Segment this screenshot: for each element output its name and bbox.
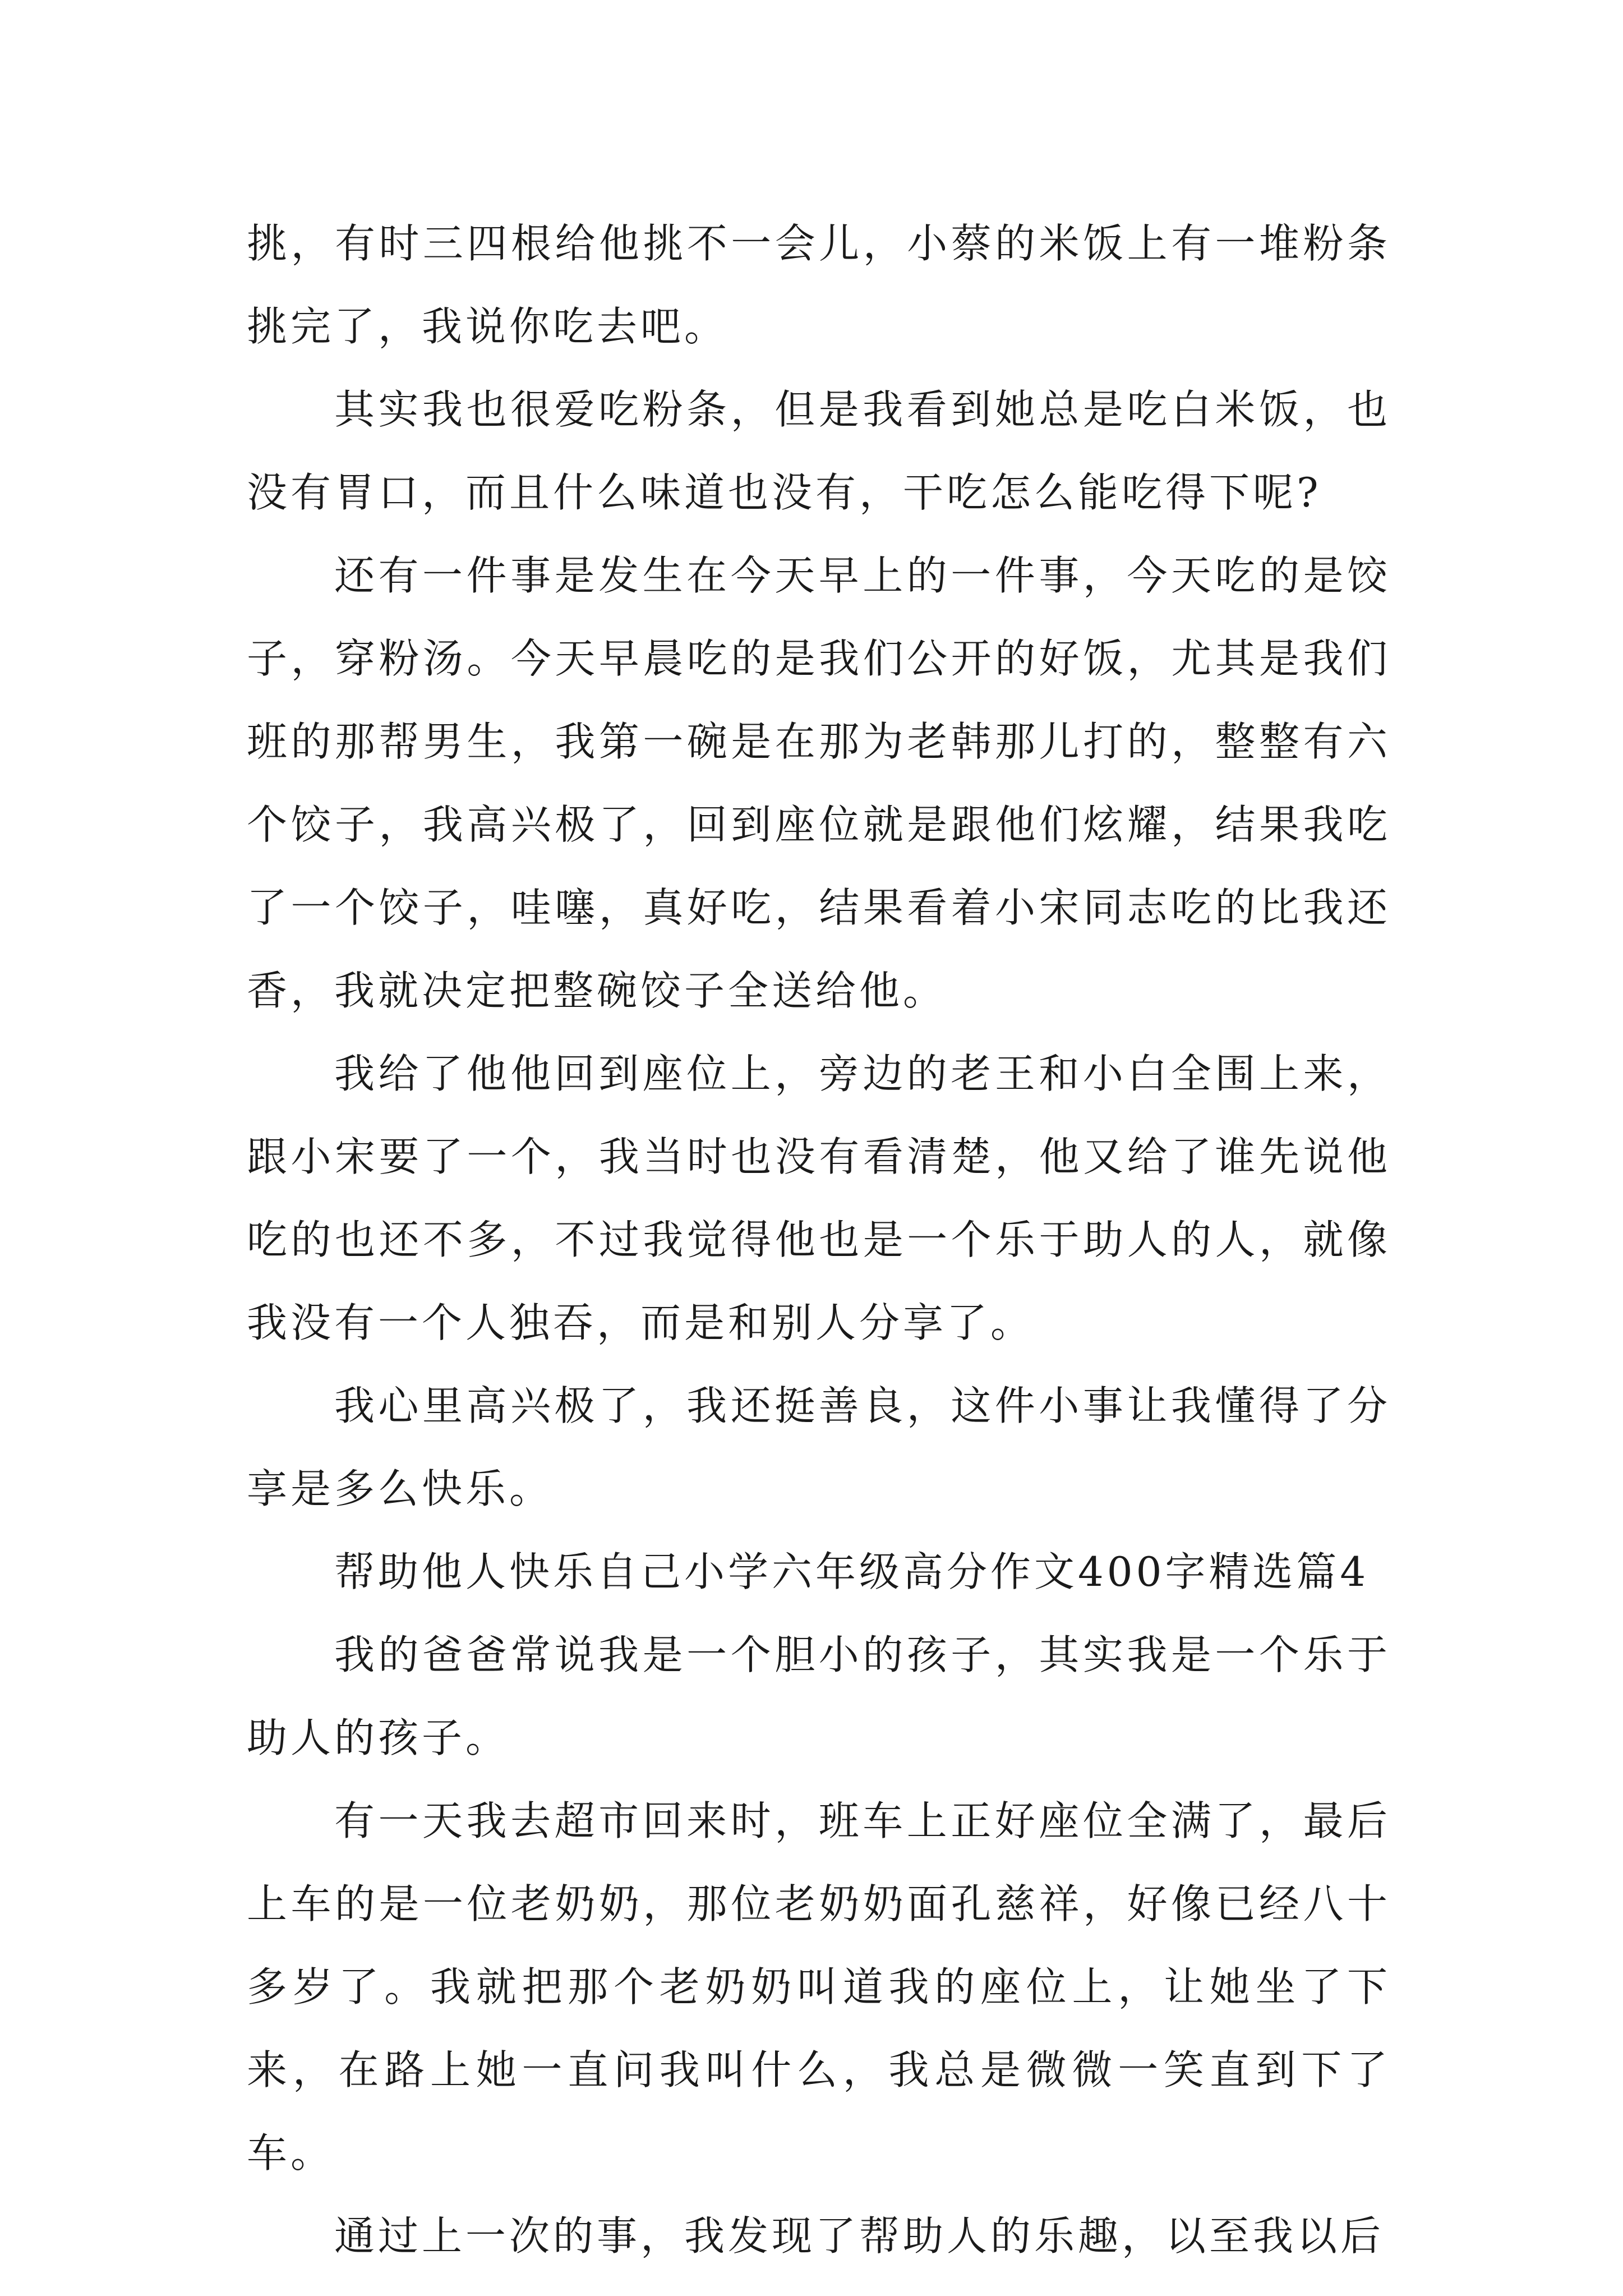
paragraph-3: 还有一件事是发生在今天早上的一件事，今天吃的是饺子，穿粉汤。今天早晨吃的是我们公开的好饭，尤其是我们班的那帮男生，我第一碗是在那为老韩那儿打的，整整有六个饺子，我高兴极了，回到座位就是跟他们炫耀，结果我吃了一个饺子，哇噻，真好吃，结果看着小宋同志吃的比我还香，我就决定把整碗饺子全送给他。: [247, 552, 1391, 1014]
paragraph-4: 我给了他他回到座位上，旁边的老王和小白全围上来，跟小宋要了一个，我当时也没有看清楚，他又给了谁先说他吃的也还不多，不过我觉得他也是一个乐于助人的人，就像我没有一个人独吞，而是和别人分享了。: [247, 1050, 1391, 1346]
paragraph-1: 挑，有时三四根给他挑不一会儿，小蔡的米饭上有一堆粉条挑完了，我说你吃去吧。: [247, 220, 1391, 350]
paragraph-8: 通过上一次的事，我发现了帮助人的乐趣，以至我以后: [334, 2212, 1385, 2260]
paragraph-6: 我的爸爸常说我是一个胆小的孩子，其实我是一个乐于助人的孩子。: [247, 1631, 1391, 1761]
paragraph-5: 我心里高兴极了，我还挺善良，这件小事让我懂得了分享是多么快乐。: [247, 1382, 1391, 1512]
body-text: [247, 202, 1391, 2277]
paragraph-7: 有一天我去超市回来时，班车上正好座位全满了，最后上车的是一位老奶奶，那位老奶奶面孔慈祥，好像已经八十多岁了。我就把那个老奶奶叫道我的座位上，让她坐了下来，在路上她一直问我叫什么，我总是微微一笑直到下了车。: [247, 1797, 1391, 2177]
paragraph-2: 其实我也很爱吃粉条，但是我看到她总是吃白米饭，也没有胃口，而且什么味道也没有，干吃怎么能吃得下呢?: [247, 386, 1391, 516]
section-heading: 帮助他人快乐自己小学六年级高分作文400字精选篇4: [334, 1548, 1370, 1595]
